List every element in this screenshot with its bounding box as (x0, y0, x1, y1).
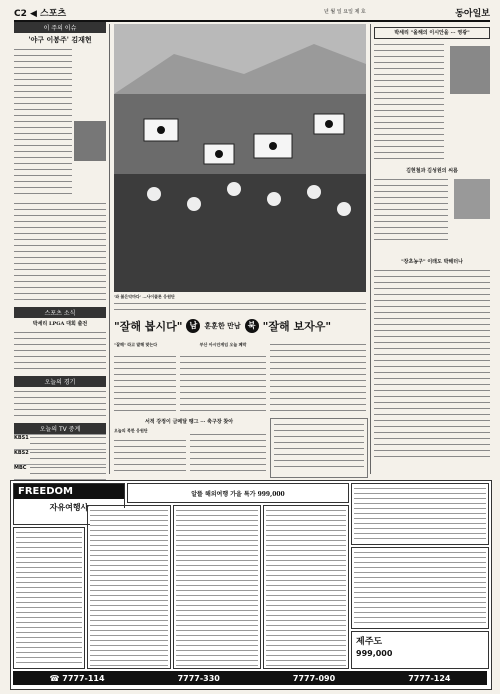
mid-right-text (270, 342, 366, 414)
south-badge: 남 (186, 319, 200, 333)
mid-left-text (114, 354, 176, 414)
lower-text-1 (114, 438, 186, 476)
main-headline-mid: 훈훈한 만남 (204, 322, 241, 330)
left-section-tag: 이 주의 이슈 (14, 22, 106, 33)
ad-col1 (13, 527, 85, 669)
left-box3-text (14, 389, 106, 417)
tv-schedule-tag: 오늘의 TV 중계 (14, 423, 106, 434)
ad-jeju (351, 631, 489, 669)
north-badge: 북 (245, 319, 259, 333)
page-header (14, 6, 490, 22)
left-article (14, 47, 106, 197)
right-column (374, 24, 490, 475)
right-sub1: 김현철과 김성원의 씨름 (406, 168, 458, 174)
mid-center-headline: 부산 아시안게임 오늘 폐막 (199, 342, 247, 347)
left-box2-text (14, 330, 106, 370)
phone-number: ☎ 7777-114 (49, 673, 105, 683)
ad-banner: 알뜰 해외여행 가을 특가 999,000 (127, 483, 349, 503)
right-headline: 박세리 "올해의 이시안을 ··· 영광" (374, 27, 490, 39)
ad-phone-bar (13, 671, 487, 685)
main-photo (114, 24, 366, 292)
advertisement-section (10, 480, 492, 690)
left-box2-tag: 스포츠 소식 (14, 307, 106, 318)
left-headline: '야구 이봉주' 김재현 (28, 35, 92, 44)
ad-price: 999,000 (356, 649, 393, 658)
player-photo (74, 121, 106, 161)
ad-col4 (263, 505, 349, 669)
ad-region-title: 제주도 (356, 637, 383, 647)
lower-text-2 (190, 432, 266, 476)
lower-subheadline: 오늘의 북한 응원단 (114, 428, 148, 433)
ad-brand: FREEDOM (14, 484, 124, 499)
main-headline (114, 315, 354, 337)
left-box3-tag: 오늘의 경기 (14, 376, 106, 387)
wrestler-photo (454, 179, 490, 219)
ad-col2 (87, 505, 171, 669)
ad-top-right (351, 483, 489, 545)
phone-number: 7777-124 (408, 673, 451, 683)
main-headline-part1: "잘해 봅시다" (114, 320, 183, 333)
lower-headline: 서적 강정이 금메달 땡그 ··· 축구장 찾아 (144, 419, 234, 425)
photo-caption: '와 붉은악마다' …사이클론 응원단 (114, 294, 175, 299)
photo-caption-text (114, 301, 366, 311)
ad-col3 (173, 505, 261, 669)
phone-number: 7777-090 (292, 673, 336, 683)
left-box2-headline: 박세리 LPGA 대회 출전 (32, 321, 88, 328)
tv-channel: KBS2 (14, 450, 29, 457)
right-sub2: "장초농구" 이래도 박해터나 (401, 259, 463, 265)
tv-channel: MBC (14, 465, 27, 472)
newspaper-logo: 동아일보 (455, 9, 490, 19)
right-sub2-text (374, 268, 490, 458)
phone-number: 7777-330 (177, 673, 220, 683)
tv-channel: KBS1 (14, 435, 29, 442)
left-column (14, 22, 106, 475)
score-box (270, 418, 368, 478)
mid-left-headline: "잘해" 라고 말해 맞는다 (114, 342, 158, 347)
issue-date: 년 월 일 요일 제 호 (324, 9, 366, 15)
left-article-cont (14, 201, 106, 301)
main-headline-part2: "잘해 보자우" (262, 320, 332, 333)
mid-center-text (180, 354, 266, 414)
golfer-photo (450, 46, 490, 94)
ad-brand-sub: 자유여행사 (49, 502, 89, 512)
section-title: C2 ◀ 스포츠 (14, 9, 67, 19)
crowd-photo-illustration (114, 24, 366, 292)
ad-col5 (351, 547, 489, 629)
